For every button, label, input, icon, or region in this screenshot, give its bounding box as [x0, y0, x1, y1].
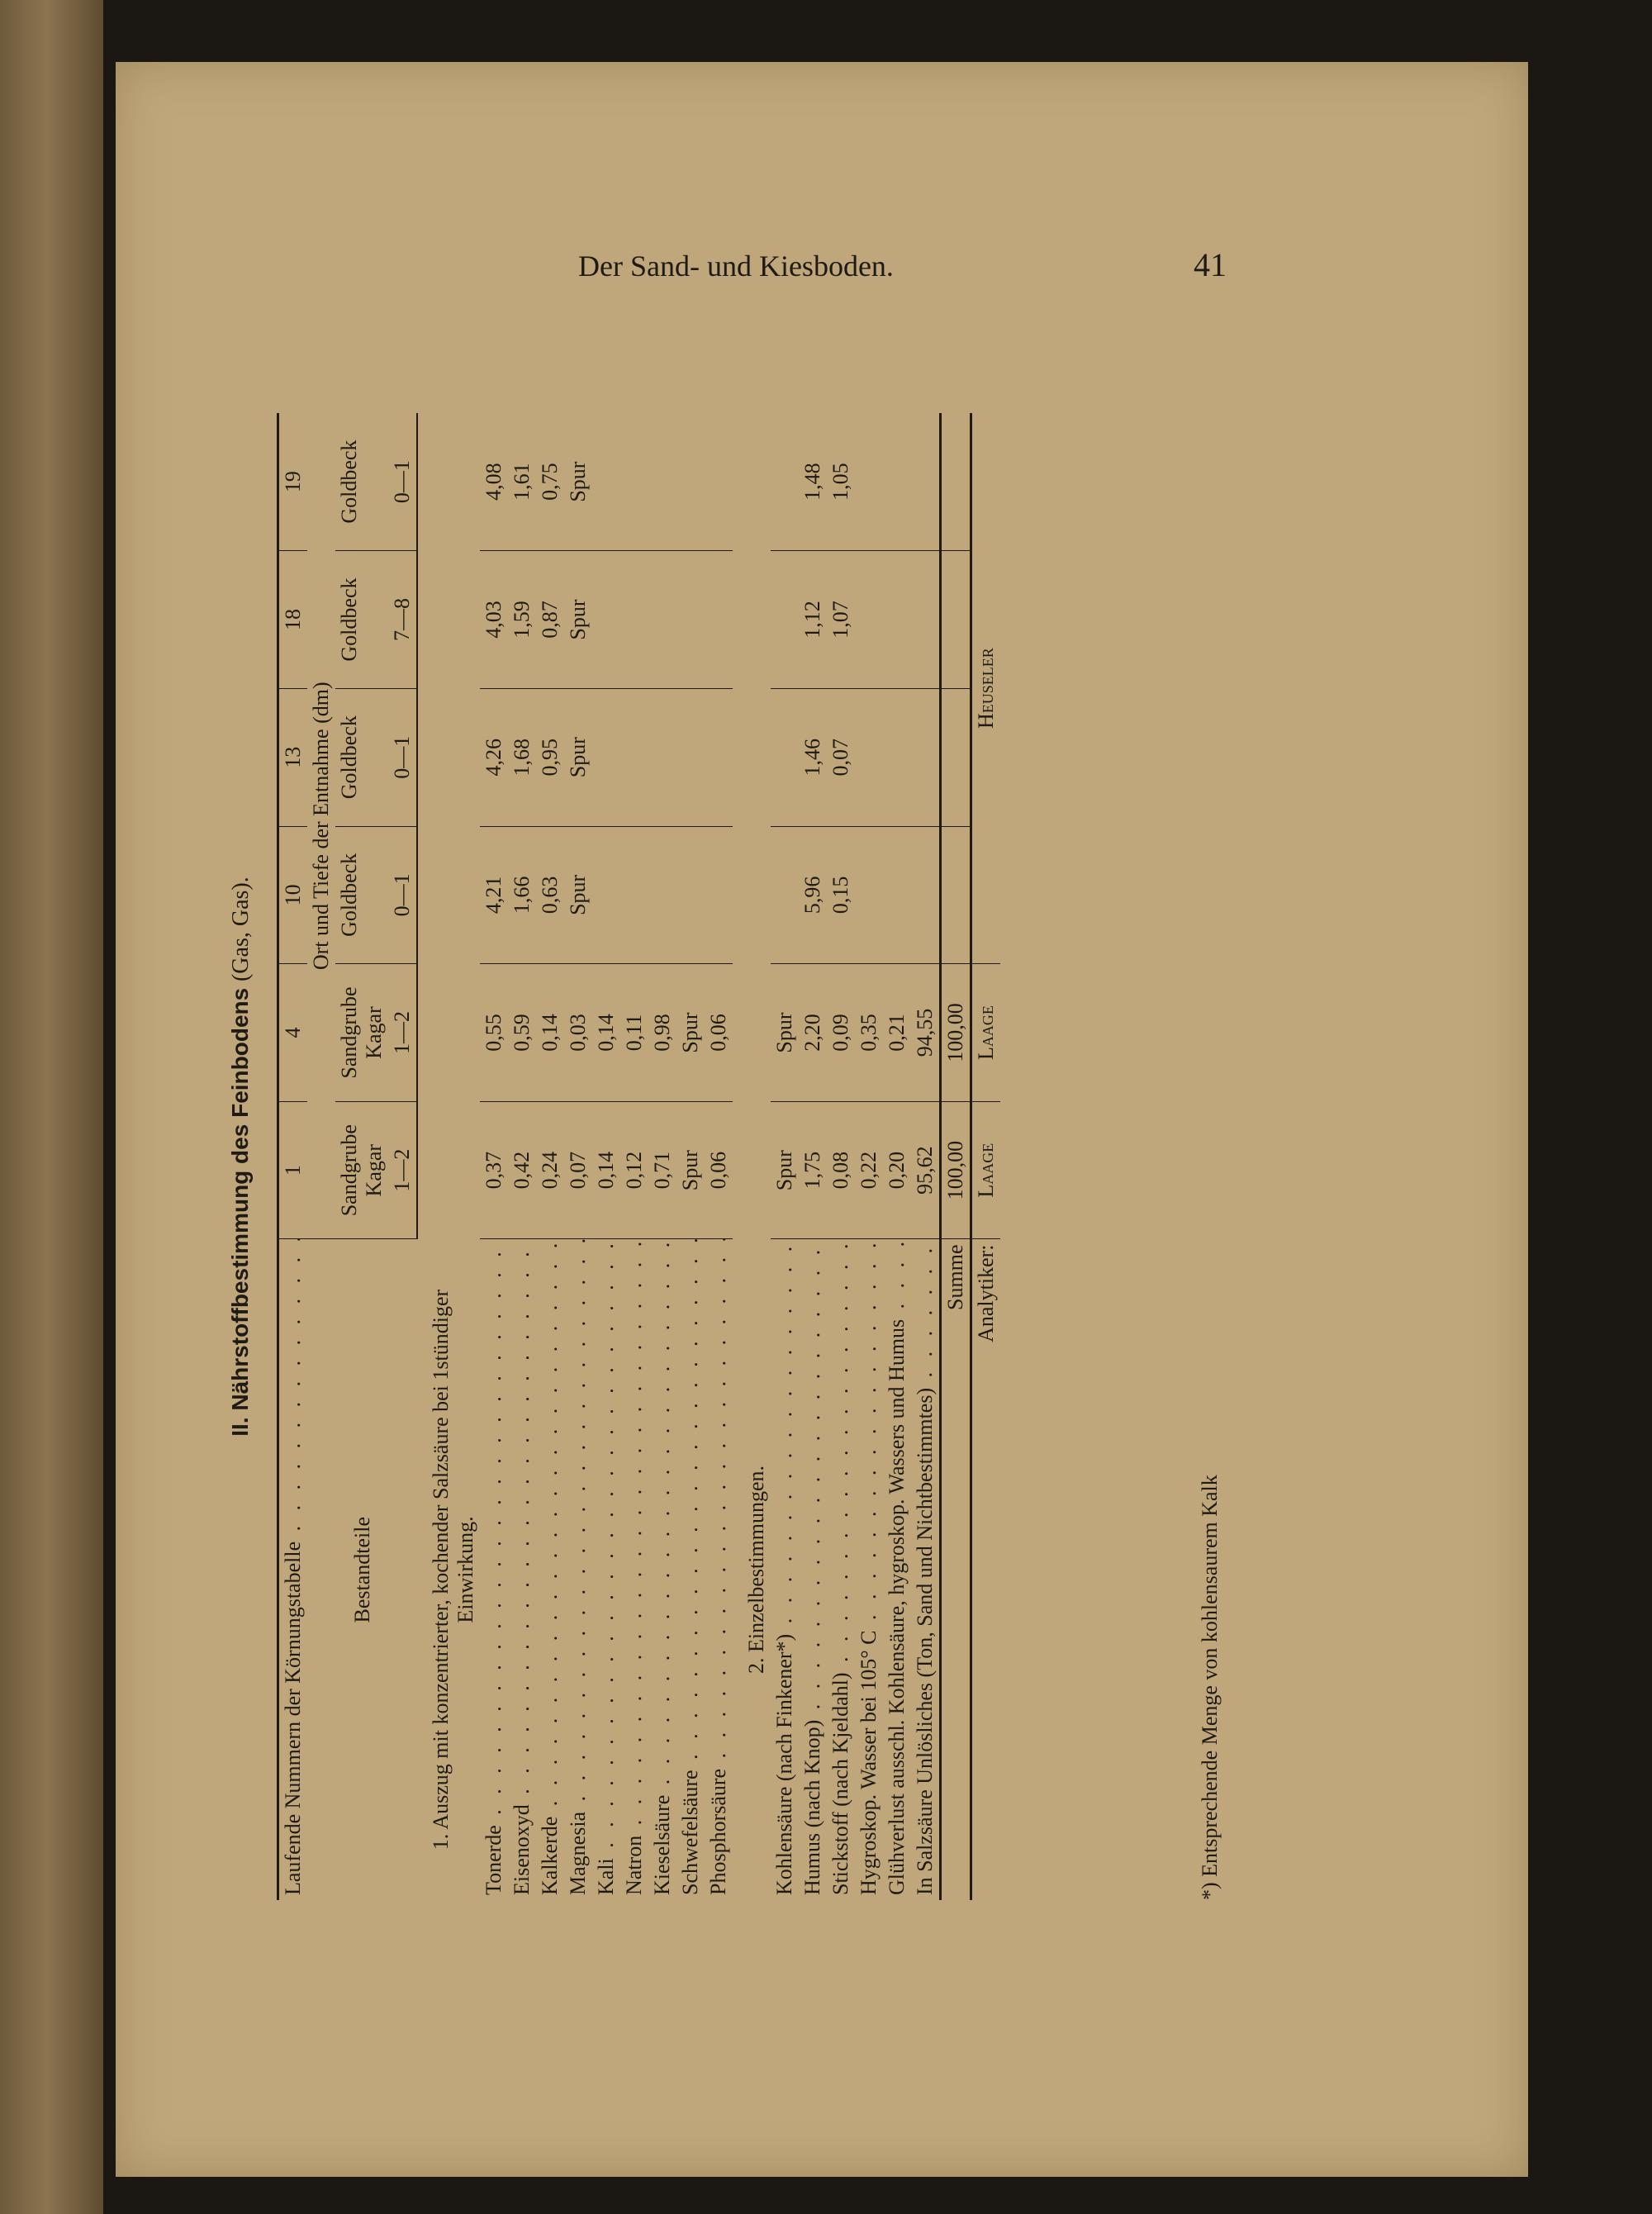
- row-label: Phosphorsäure . . .: [705, 1239, 733, 1900]
- value-cell: [705, 688, 733, 826]
- value-cell: Spur: [564, 413, 592, 551]
- location-group-row: [307, 413, 335, 1900]
- value-cell: Spur: [676, 964, 705, 1102]
- column-header-label: Bestandteile: [349, 1517, 374, 1623]
- value-cell: 0,37: [480, 1101, 508, 1239]
- value-cell: [676, 688, 705, 826]
- table-row: [705, 413, 733, 1900]
- sum-value: [941, 688, 971, 826]
- value-cell: [620, 688, 648, 826]
- row-label: Kalkerde . . .: [536, 1239, 564, 1900]
- value-cell: [648, 551, 676, 689]
- value-cell: [883, 413, 911, 551]
- value-cell: [855, 688, 883, 826]
- nutrient-table: [277, 413, 1000, 1900]
- value-cell: 94,55: [911, 964, 941, 1102]
- value-cell: [771, 688, 799, 826]
- value-cell: 0,14: [536, 964, 564, 1102]
- table-row: [508, 413, 536, 1900]
- value-cell: 4,08: [480, 413, 508, 551]
- value-cell: Spur: [564, 826, 592, 964]
- value-cell: 1,12: [799, 551, 827, 689]
- value-cell: 1,05: [827, 413, 855, 551]
- table-row: [827, 413, 855, 1900]
- value-cell: [883, 826, 911, 964]
- value-cell: [771, 826, 799, 964]
- analyst-name: Laage: [971, 964, 1001, 1102]
- sum-value: [941, 413, 971, 551]
- section1-heading-row: [417, 413, 480, 1900]
- value-cell: Spur: [676, 1101, 705, 1239]
- value-cell: 0,59: [508, 964, 536, 1102]
- value-cell: [705, 413, 733, 551]
- value-cell: 0,42: [508, 1101, 536, 1239]
- value-cell: [648, 826, 676, 964]
- row-label: Kieselsäure . . .: [648, 1239, 676, 1900]
- row-label: Glühverlust ausschl. Kohlensäure, hygroskop. Wassers und Humus . . .: [883, 1239, 911, 1900]
- value-cell: [592, 826, 620, 964]
- value-cell: 1,59: [508, 551, 536, 689]
- row-label: Kali . . .: [592, 1239, 620, 1900]
- table-row: [855, 413, 883, 1900]
- value-cell: [676, 413, 705, 551]
- value-cell: 0,08: [827, 1101, 855, 1239]
- row-label: Schwefelsäure . . .: [676, 1239, 705, 1900]
- sample-number: 18: [278, 551, 308, 689]
- value-cell: 4,26: [480, 688, 508, 826]
- value-cell: 0,98: [648, 964, 676, 1102]
- value-cell: 1,66: [508, 826, 536, 964]
- value-cell: [648, 413, 676, 551]
- value-cell: 2,20: [799, 964, 827, 1102]
- row-label: Eisenoxyd . . .: [508, 1239, 536, 1900]
- value-cell: [592, 413, 620, 551]
- value-cell: Spur: [564, 688, 592, 826]
- value-cell: 0,71: [648, 1101, 676, 1239]
- value-cell: 0,21: [883, 964, 911, 1102]
- value-cell: [705, 551, 733, 689]
- table-row: [911, 413, 941, 1900]
- value-cell: [883, 551, 911, 689]
- section2-heading-row: [733, 413, 771, 1900]
- value-cell: 5,96: [799, 826, 827, 964]
- value-cell: 1,61: [508, 413, 536, 551]
- value-cell: [855, 826, 883, 964]
- value-cell: 0,07: [564, 1101, 592, 1239]
- location-cell: Goldbeck: [335, 551, 388, 689]
- value-cell: 0,55: [480, 964, 508, 1102]
- row-label: Kohlensäure (nach Finkener*) . . .: [771, 1239, 799, 1900]
- value-cell: 0,11: [620, 964, 648, 1102]
- value-cell: 1,68: [508, 688, 536, 826]
- value-cell: [855, 413, 883, 551]
- page-header: [578, 245, 1227, 284]
- footnote: *) Entsprechende Menge von kohlensaurem Kalk: [1198, 1475, 1222, 1900]
- value-cell: [648, 688, 676, 826]
- value-cell: 0,63: [536, 826, 564, 964]
- section1-heading: 1. Auszug mit konzentrierter, kochender Salzsäure bei 1stündiger Einwirkung.: [429, 1289, 477, 1851]
- value-cell: [620, 551, 648, 689]
- value-cell: 1,07: [827, 551, 855, 689]
- value-cell: 4,03: [480, 551, 508, 689]
- location-cell: Goldbeck: [335, 688, 388, 826]
- section2-heading: 2. Einzelbestimmungen.: [744, 1466, 768, 1675]
- table-row: [799, 413, 827, 1900]
- row-label: Tonerde . . .: [480, 1239, 508, 1900]
- sum-value: [941, 826, 971, 964]
- depth-cell: 0—1: [388, 826, 417, 964]
- value-cell: 0,87: [536, 551, 564, 689]
- location-cell: Sandgrube Kagar: [335, 1101, 388, 1239]
- value-cell: 0,35: [855, 964, 883, 1102]
- row-label: Magnesia . . .: [564, 1239, 592, 1900]
- rotated-table-block: [227, 413, 1268, 1900]
- depth-cell: 0—1: [388, 688, 417, 826]
- value-cell: [705, 826, 733, 964]
- value-cell: 0,24: [536, 1101, 564, 1239]
- sample-number: 13: [278, 688, 308, 826]
- depth-cell: 1—2: [388, 1101, 417, 1239]
- analyst-name: Heuseler: [971, 413, 1001, 964]
- table-row: [883, 413, 911, 1900]
- row-label: Natron . . .: [620, 1239, 648, 1900]
- value-cell: [676, 826, 705, 964]
- running-head: Der Sand- und Kiesboden.: [578, 249, 894, 283]
- value-cell: Spur: [771, 1101, 799, 1239]
- value-cell: [620, 413, 648, 551]
- sample-number: 4: [278, 964, 308, 1102]
- table-title: II. Nährstoffbestimmung des Feinbodens (Gas, Gas).: [227, 877, 254, 1437]
- sample-number: 1: [278, 1101, 308, 1239]
- value-cell: [911, 413, 941, 551]
- row-label: Humus (nach Knop) . . .: [799, 1239, 827, 1900]
- sum-row: [941, 413, 971, 1900]
- analyst-name: Laage: [971, 1101, 1001, 1239]
- value-cell: [771, 413, 799, 551]
- row-label: In Salzsäure Unlösliches (Ton, Sand und Nichtbestimmtes) . . .: [911, 1239, 941, 1900]
- value-cell: [911, 688, 941, 826]
- value-cell: [620, 826, 648, 964]
- table-row: [536, 413, 564, 1900]
- sum-value: 100,00: [941, 964, 971, 1102]
- location-cell: Goldbeck: [335, 826, 388, 964]
- value-cell: [592, 688, 620, 826]
- value-cell: 0,14: [592, 1101, 620, 1239]
- value-cell: 0,06: [705, 964, 733, 1102]
- sample-number-row: [278, 413, 308, 1900]
- depth-cell: 1—2: [388, 964, 417, 1102]
- table-row: [771, 413, 799, 1900]
- table-row: [592, 413, 620, 1900]
- table-row: [480, 413, 508, 1900]
- value-cell: 1,48: [799, 413, 827, 551]
- value-cell: [883, 688, 911, 826]
- value-cell: Spur: [771, 964, 799, 1102]
- page-number: 41: [1194, 246, 1227, 283]
- location-group-label: Ort und Tiefe der Entnahme (dm): [307, 413, 335, 1239]
- value-cell: 1,46: [799, 688, 827, 826]
- value-cell: [855, 551, 883, 689]
- table-row: [564, 413, 592, 1900]
- value-cell: Spur: [564, 551, 592, 689]
- sample-number: 10: [278, 826, 308, 964]
- depth-cell: 7—8: [388, 551, 417, 689]
- value-cell: 0,06: [705, 1101, 733, 1239]
- value-cell: [676, 551, 705, 689]
- value-cell: [592, 551, 620, 689]
- value-cell: [911, 826, 941, 964]
- analyst-row: [971, 413, 1001, 1900]
- sum-value: 100,00: [941, 1101, 971, 1239]
- analyst-label: Analytiker:: [971, 1239, 1001, 1900]
- value-cell: 0,14: [592, 964, 620, 1102]
- sample-number: 19: [278, 413, 308, 551]
- value-cell: 0,75: [536, 413, 564, 551]
- value-cell: 0,20: [883, 1101, 911, 1239]
- sample-number-label: Laufende Nummern der Körnungstabelle . . .: [278, 1239, 308, 1900]
- value-cell: [911, 551, 941, 689]
- value-cell: 0,09: [827, 964, 855, 1102]
- sum-value: [941, 551, 971, 689]
- row-label: Hygroskop. Wasser bei 105° C . . .: [855, 1239, 883, 1900]
- location-cell: Goldbeck: [335, 413, 388, 551]
- value-cell: 0,22: [855, 1101, 883, 1239]
- location-cell: Sandgrube Kagar: [335, 964, 388, 1102]
- value-cell: 95,62: [911, 1101, 941, 1239]
- value-cell: 1,75: [799, 1101, 827, 1239]
- value-cell: 0,07: [827, 688, 855, 826]
- value-cell: 0,15: [827, 826, 855, 964]
- depth-cell: 0—1: [388, 413, 417, 551]
- table-row: [648, 413, 676, 1900]
- sum-label: Summe: [941, 1239, 971, 1900]
- row-label: Stickstoff (nach Kjeldahl) . . .: [827, 1239, 855, 1900]
- value-cell: [771, 551, 799, 689]
- value-cell: 0,12: [620, 1101, 648, 1239]
- value-cell: 0,95: [536, 688, 564, 826]
- book-spine: [0, 0, 103, 2214]
- table-row: [676, 413, 705, 1900]
- table-row: [620, 413, 648, 1900]
- value-cell: 0,03: [564, 964, 592, 1102]
- value-cell: 4,21: [480, 826, 508, 964]
